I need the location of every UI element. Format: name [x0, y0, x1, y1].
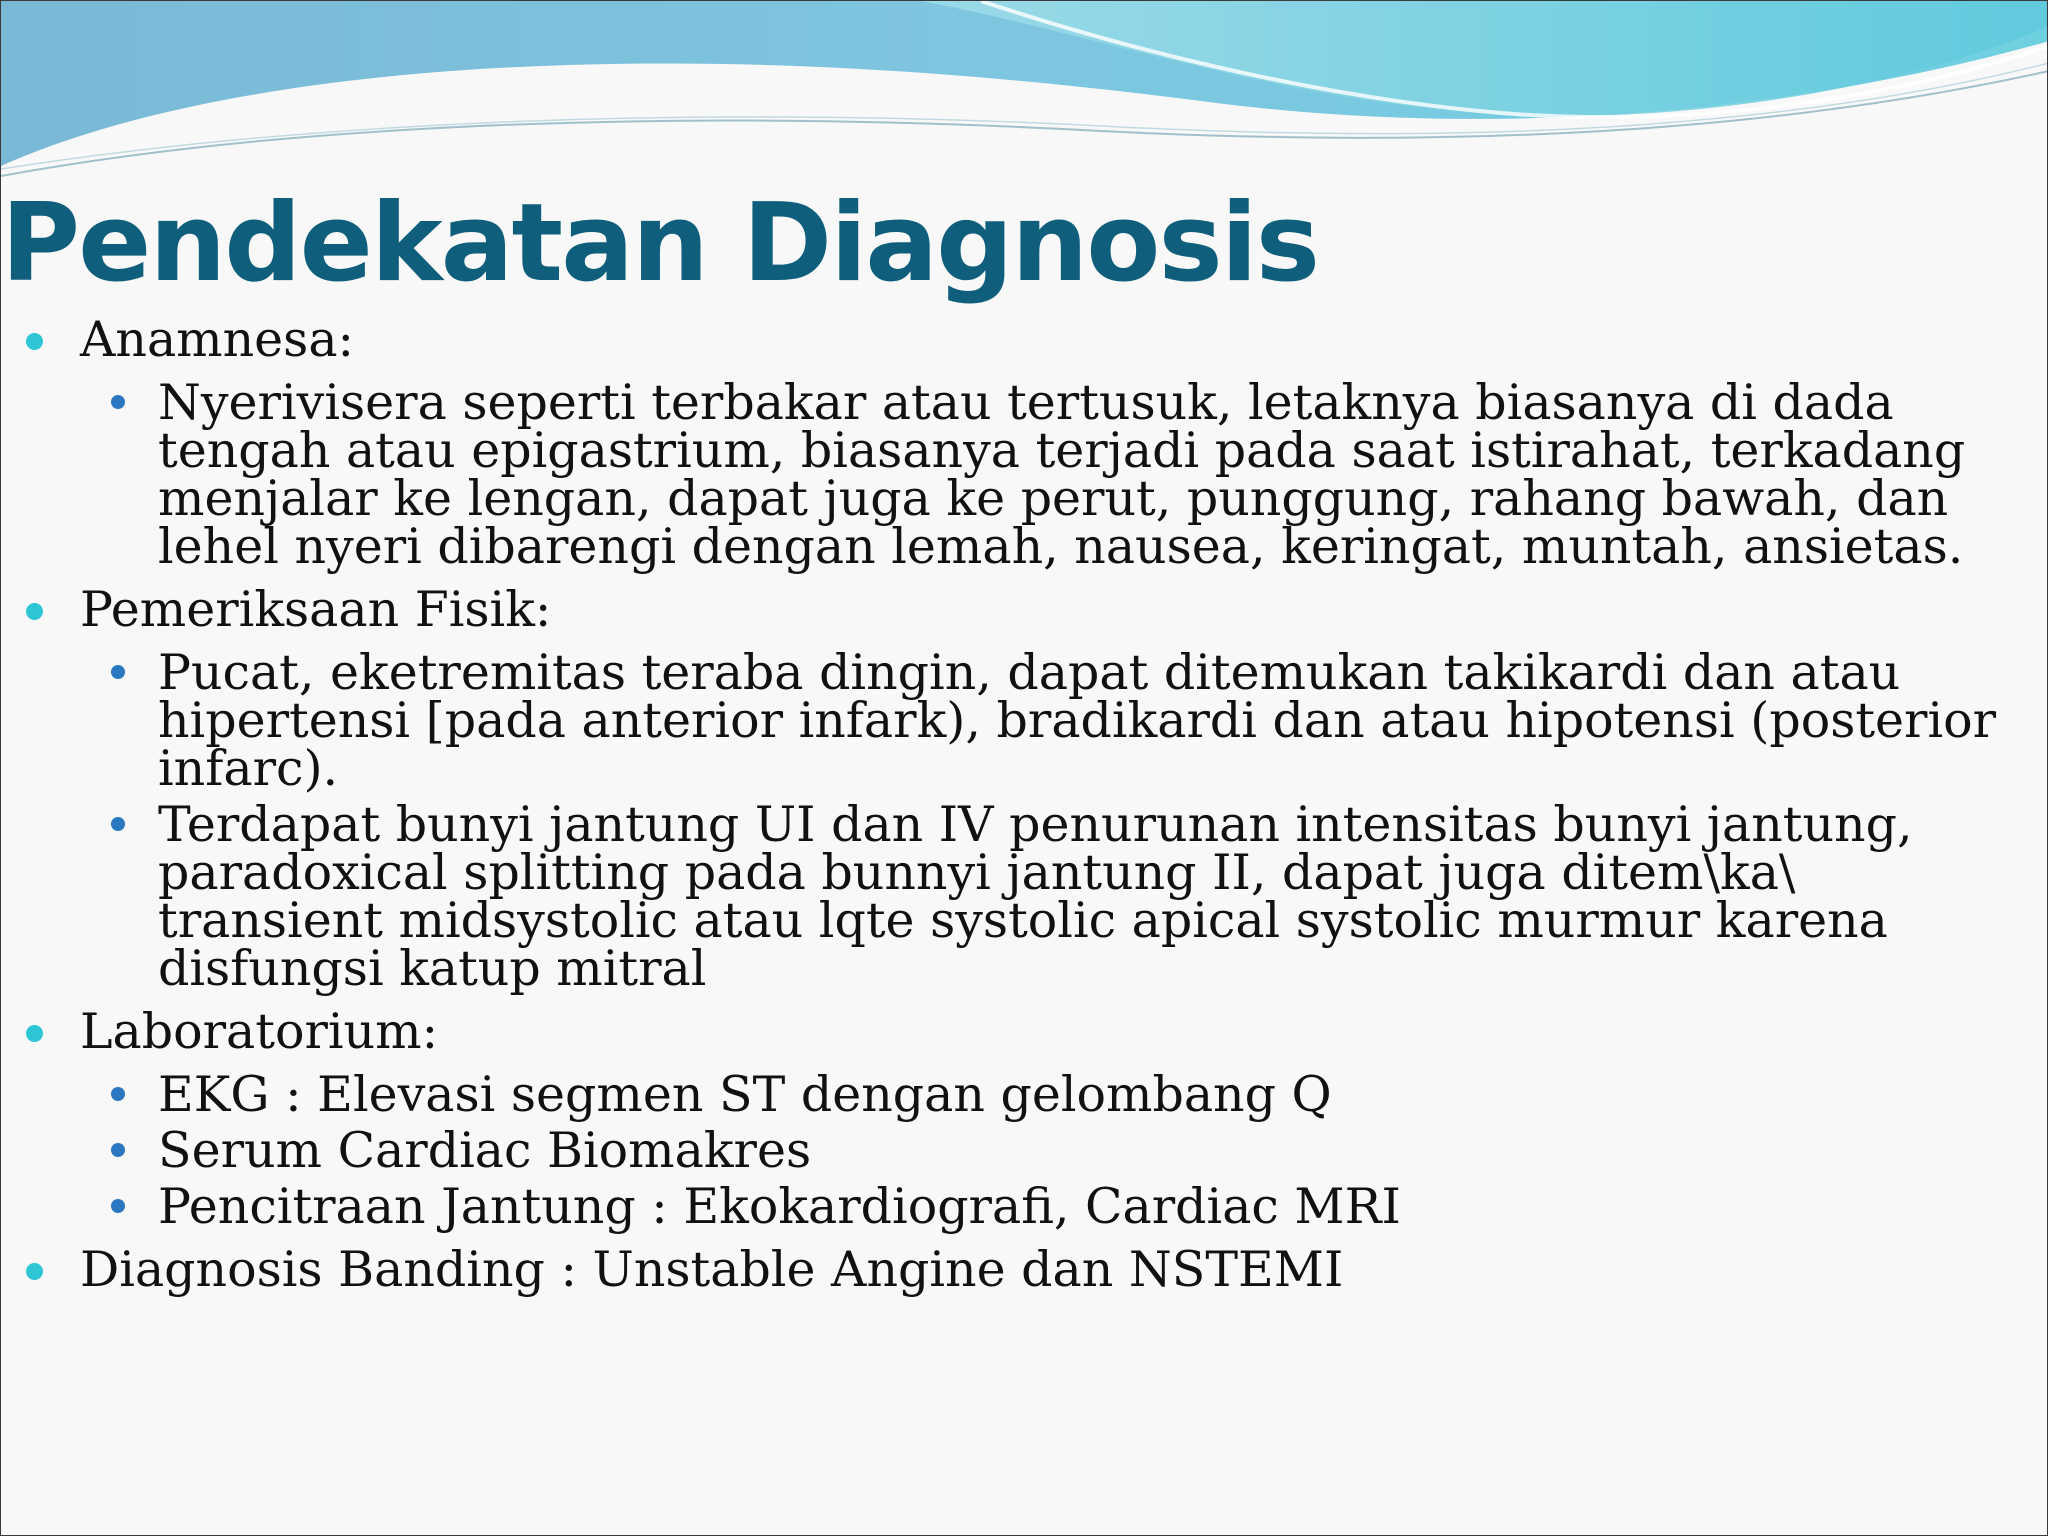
bullet-dot-icon: [26, 1025, 43, 1042]
bullet-dot-icon: [26, 333, 43, 350]
bullet-pemeriksaan-fisik: [1, 579, 2031, 641]
bullet-anamnesa: [1, 309, 2031, 371]
bullet-label: Laboratorium:: [80, 1003, 439, 1060]
sub-bullet-dot-icon: [111, 817, 125, 831]
sub-list-laboratorium: [1, 1066, 2031, 1235]
bullet-dot-icon: [26, 603, 43, 620]
sub-bullet-text: Nyerivisera seperti terbakar atau tertusuk, letaknya biasanya di dada tengah atau epigastrium, biasanya terjadi pada saat istirahat, terkadang menjalar ke lengan, dapat juga ke perut, punggung, rahang bawah, dan lehel nyeri dibarengi dengan lemah, nausea, keringat, muntah, ansietas.: [158, 374, 1966, 575]
sub-bullet-dot-icon: [111, 1087, 125, 1101]
sub-bullet-text: Pucat, eketremitas teraba dingin, dapat ditemukan takikardi dan atau hipertensi [pada anterior infark), bradikardi dan atau hipotensi (posterior infarc).: [158, 644, 1997, 797]
sub-bullet-text: Pencitraan Jantung : Ekokardiografi, Cardiac MRI: [158, 1178, 1401, 1235]
bullet-label: Diagnosis Banding : Unstable Angine dan NSTEMI: [80, 1241, 1344, 1298]
bullet-laboratorium: [1, 1001, 2031, 1063]
slide-title: Pendekatan Diagnosis: [1, 181, 1319, 306]
sub-bullet: [1, 1066, 2031, 1123]
bullet-label: Pemeriksaan Fisik:: [80, 581, 552, 638]
sub-bullet: [1, 1122, 2031, 1179]
sub-bullet-text: Serum Cardiac Biomakres: [158, 1122, 812, 1179]
sub-bullet-dot-icon: [111, 395, 125, 409]
sub-bullet-dot-icon: [111, 665, 125, 679]
sub-bullet: [1, 644, 2031, 797]
sub-bullet: [1, 374, 2031, 575]
sub-list-pemeriksaan-fisik: [1, 644, 2031, 997]
bullet-dot-icon: [26, 1263, 43, 1280]
sub-bullet-dot-icon: [111, 1143, 125, 1157]
sub-bullet: [1, 1178, 2031, 1235]
header-wave-decoration: [1, 1, 2048, 201]
sub-bullet-text: Terdapat bunyi jantung UI dan IV penurunan intensitas bunyi jantung, paradoxical splitting pada bunnyi jantung II, dapat juga ditem\ka\ transient midsystolic atau lqte systolic apical systolic murmur karena disfungsi katup mitral: [158, 796, 1913, 997]
bullet-label: Anamnesa:: [80, 311, 355, 368]
sub-list-anamnesa: [1, 374, 2031, 575]
sub-bullet: [1, 796, 2031, 997]
sub-bullet-text: EKG : Elevasi segmen ST dengan gelombang Q: [158, 1066, 1332, 1123]
bullet-diagnosis-banding: [1, 1239, 2031, 1301]
sub-bullet-dot-icon: [111, 1199, 125, 1213]
slide-body: [1, 309, 2031, 1301]
